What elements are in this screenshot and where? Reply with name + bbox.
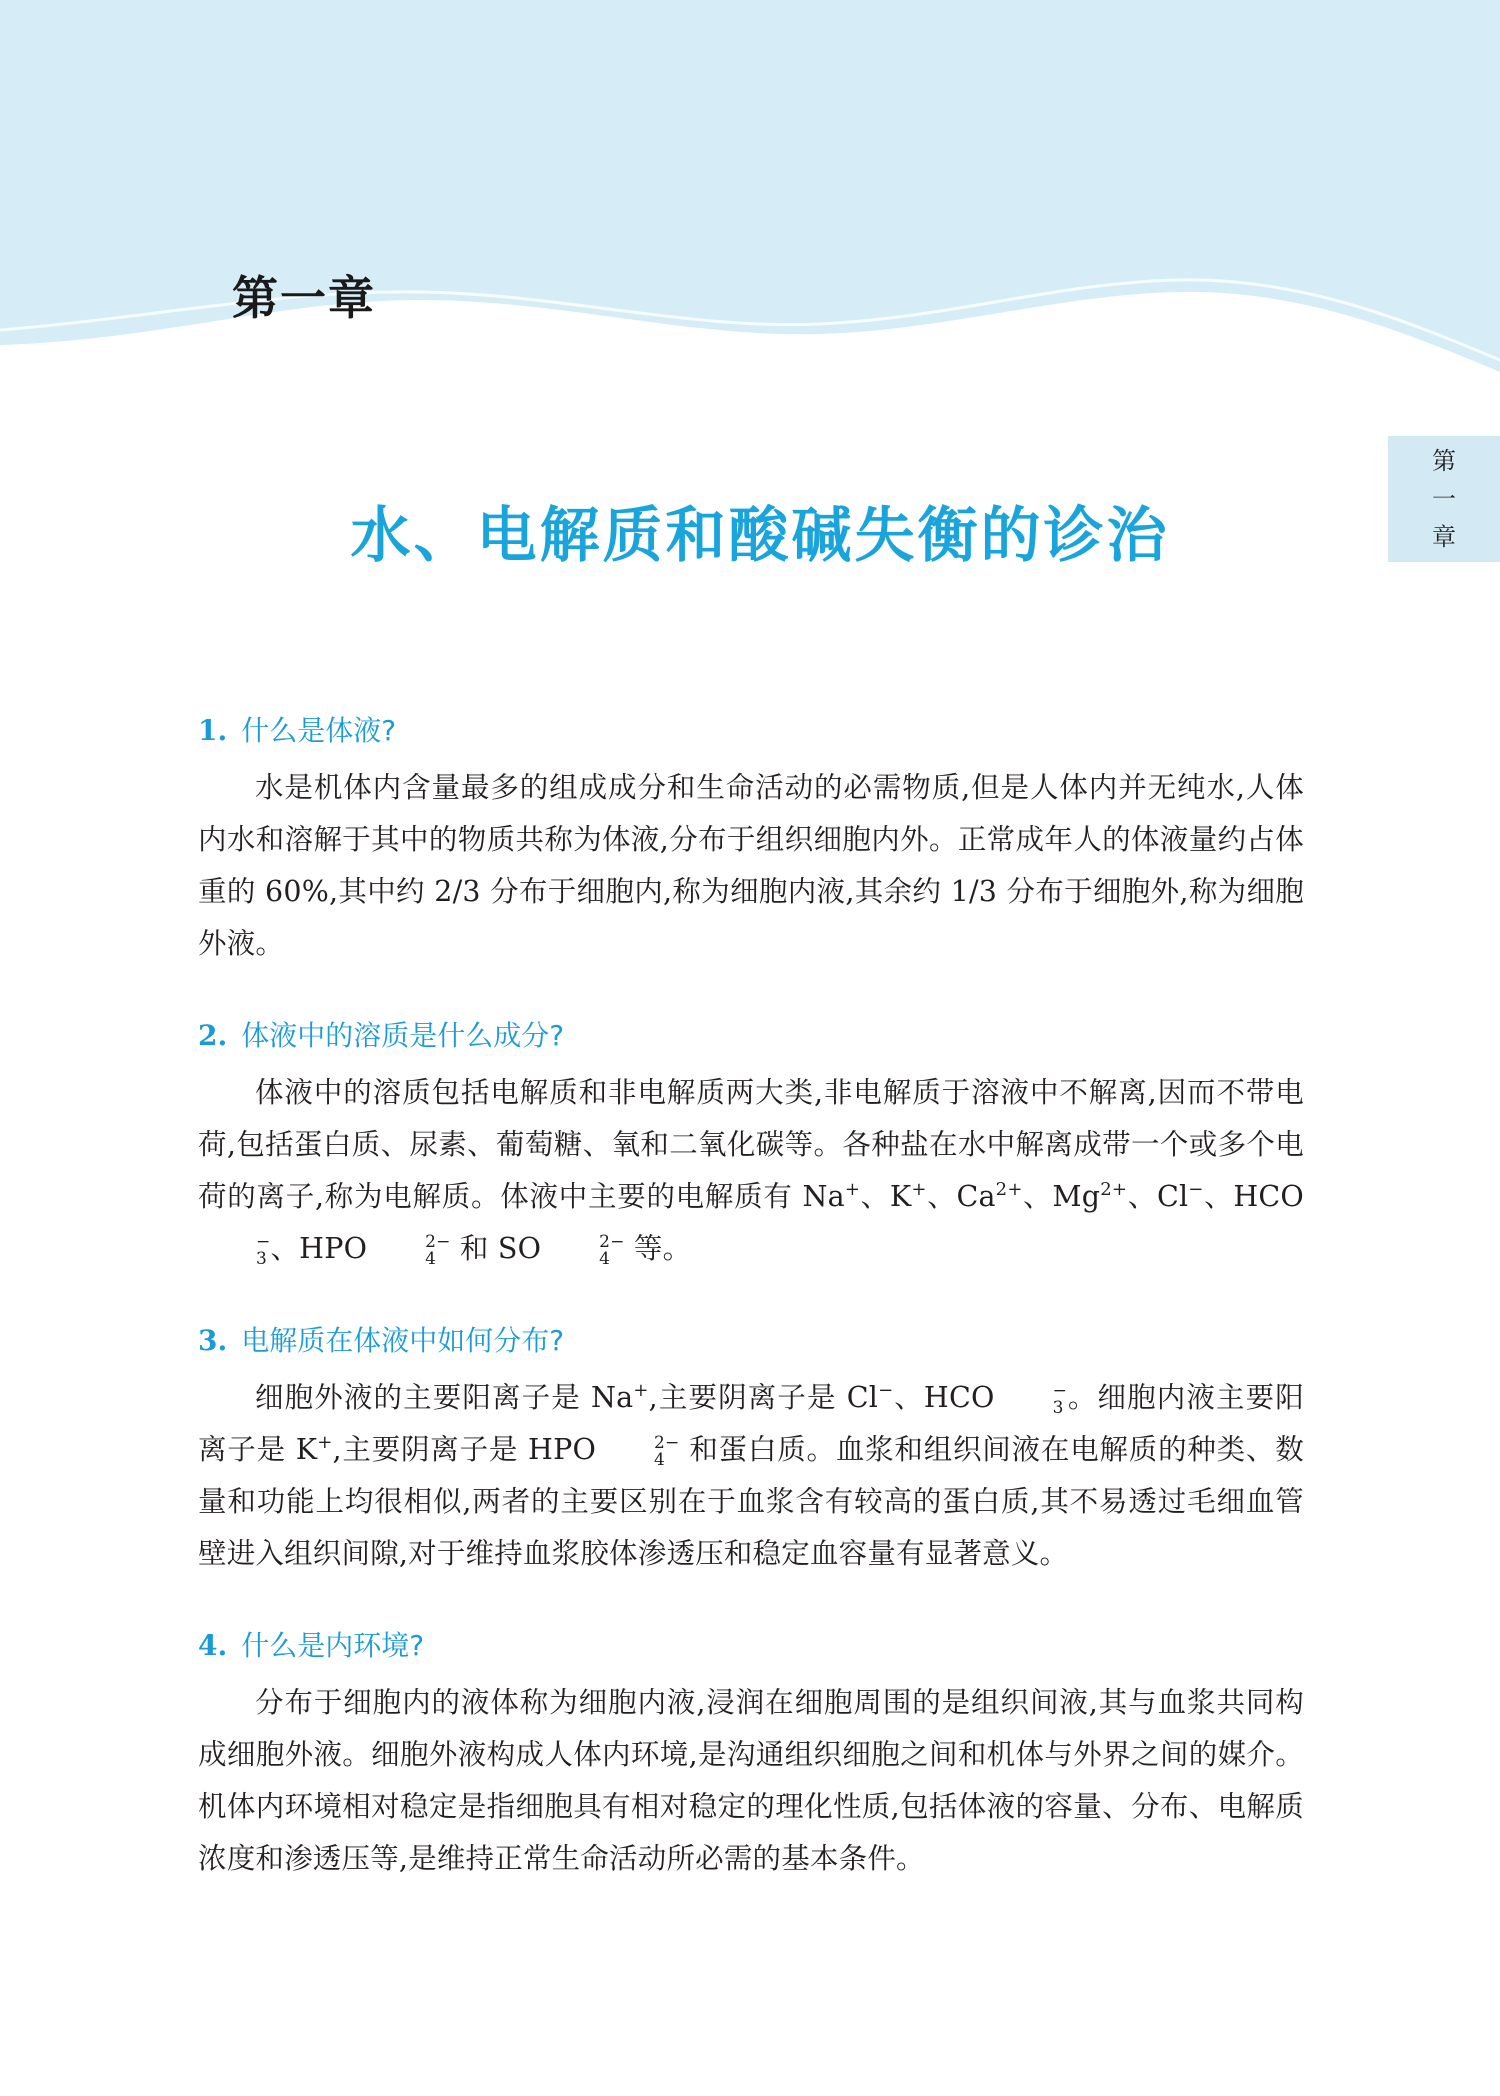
side-tab-char: 章 bbox=[1432, 523, 1456, 551]
question-heading bbox=[198, 1322, 1304, 1360]
ion-ca: 、$Ca^{2+}$ bbox=[926, 1179, 1023, 1213]
question-number: 1. bbox=[198, 714, 228, 747]
paragraph-text: 和蛋白质。血浆和组织间液在电解质的种类、数量和功能上均很相似,两者的主要区别在于血浆含有较高的蛋白质,其不易透过毛细血管壁进入组织间隙,对于维持血浆胶体渗透压和稳定血容量有显著意义。 bbox=[198, 1433, 1304, 1570]
chapter-label: 第一章 bbox=[232, 271, 376, 325]
question-text: 什么是体液? bbox=[241, 714, 397, 747]
ion-na: Na+ bbox=[591, 1380, 649, 1414]
answer-paragraph: 分布于细胞内的液体称为细胞内液,浸润在细胞周围的是组织间液,其与血浆共同构成细胞外液。细胞外液构成人体内环境,是沟通组织细胞之间和机体与外界之间的媒介。机体内环境相对稳定是指细胞具有相对稳定的理化性质,包括体液的容量、分布、电解质浓度和渗透压等,是维持正常生命活动所必需的基本条件。 bbox=[198, 1686, 1304, 1875]
paragraph-text: 细胞外液的主要阳离子是 bbox=[255, 1381, 592, 1414]
ion-cl: 、Cl− bbox=[1127, 1179, 1204, 1213]
chapter-content bbox=[198, 712, 1304, 1932]
chapter-title: 水、电解质和酸碱失衡的诊治 bbox=[350, 501, 1170, 571]
answer-paragraph: 细胞外液的主要阳离子是 Na+,主要阴离子是 Cl−、HCO − 3 。细胞内液主要阳离子是 K+,主要阴离子是 HPO 2− 4 和蛋白质。血浆和组织间液在电解质的种类、数量和功能上均很相似,两者的主要区别在于血浆含有较高的蛋白质,其不易透过毛细血管壁进入组织间隙,对于维持血浆胶体渗透压和稳定血容量有显著意义。 bbox=[198, 1380, 1304, 1570]
question-number: 2. bbox=[198, 1019, 228, 1052]
question-heading bbox=[198, 1017, 1304, 1055]
paragraph-text: ,主要阴离子是 bbox=[332, 1433, 529, 1466]
section-1 bbox=[198, 712, 1304, 970]
ion-mg: 、$Mg^{2+}$ bbox=[1022, 1179, 1128, 1213]
ion-hpo4: 、HPO 2− 4 bbox=[270, 1231, 451, 1269]
question-number: 4. bbox=[198, 1629, 228, 1662]
ion-k: K+ bbox=[295, 1432, 333, 1466]
ion-hpo4: HPO 2− 4 bbox=[528, 1432, 680, 1470]
question-text: 体液中的溶质是什么成分? bbox=[241, 1019, 565, 1052]
section-3 bbox=[198, 1322, 1304, 1580]
question-number: 3. bbox=[198, 1324, 228, 1357]
paragraph-text: 。细胞内液主要阳离子是 bbox=[198, 1381, 1304, 1466]
paragraph-text: 体液中的溶质包括电解质和非电解质两大类,非电解质于溶液中不解离,因而不带电荷,包括蛋白质、尿素、葡萄糖、氧和二氧化碳等。各种盐在水中解离成带一个或多个电荷的离子,称为电解质。体液中主要的电解质有 bbox=[198, 1076, 1304, 1213]
header-wave-background bbox=[0, 0, 1500, 390]
question-heading bbox=[198, 712, 1304, 750]
answer-paragraph bbox=[198, 1067, 1304, 1275]
ion-hco3: HCO − 3 bbox=[923, 1380, 1068, 1418]
question-text: 什么是内环境? bbox=[241, 1629, 425, 1662]
answer-paragraph: 水是机体内含量最多的组成成分和生命活动的必需物质,但是人体内并无纯水,人体内水和溶解于其中的物质共称为体液,分布于组织细胞内外。正常成年人的体液量约占体重的 60%,其中约 2/3 分布于细胞内,称为细胞内液,其余约 1/3 分布于细胞外,称为细胞外液。 bbox=[198, 771, 1304, 960]
paragraph-text: ,主要阴离子是 bbox=[648, 1381, 847, 1414]
section-2 bbox=[198, 1017, 1304, 1275]
ion-na: Na+ bbox=[802, 1179, 861, 1213]
ion-so4: 和 SO 2− 4 bbox=[450, 1231, 625, 1269]
question-text: 电解质在体液中如何分布? bbox=[241, 1324, 565, 1357]
side-tab-char: 一 bbox=[1432, 485, 1456, 513]
ion-k: 、K+ bbox=[860, 1179, 927, 1213]
section-4 bbox=[198, 1627, 1304, 1885]
ion-cl: Cl− bbox=[846, 1380, 894, 1414]
question-heading bbox=[198, 1627, 1304, 1665]
paragraph-text: 等。 bbox=[624, 1232, 692, 1265]
ion-hco3: 、HCO − 3 bbox=[256, 1180, 1304, 1269]
side-tab-char: 第 bbox=[1432, 447, 1456, 475]
